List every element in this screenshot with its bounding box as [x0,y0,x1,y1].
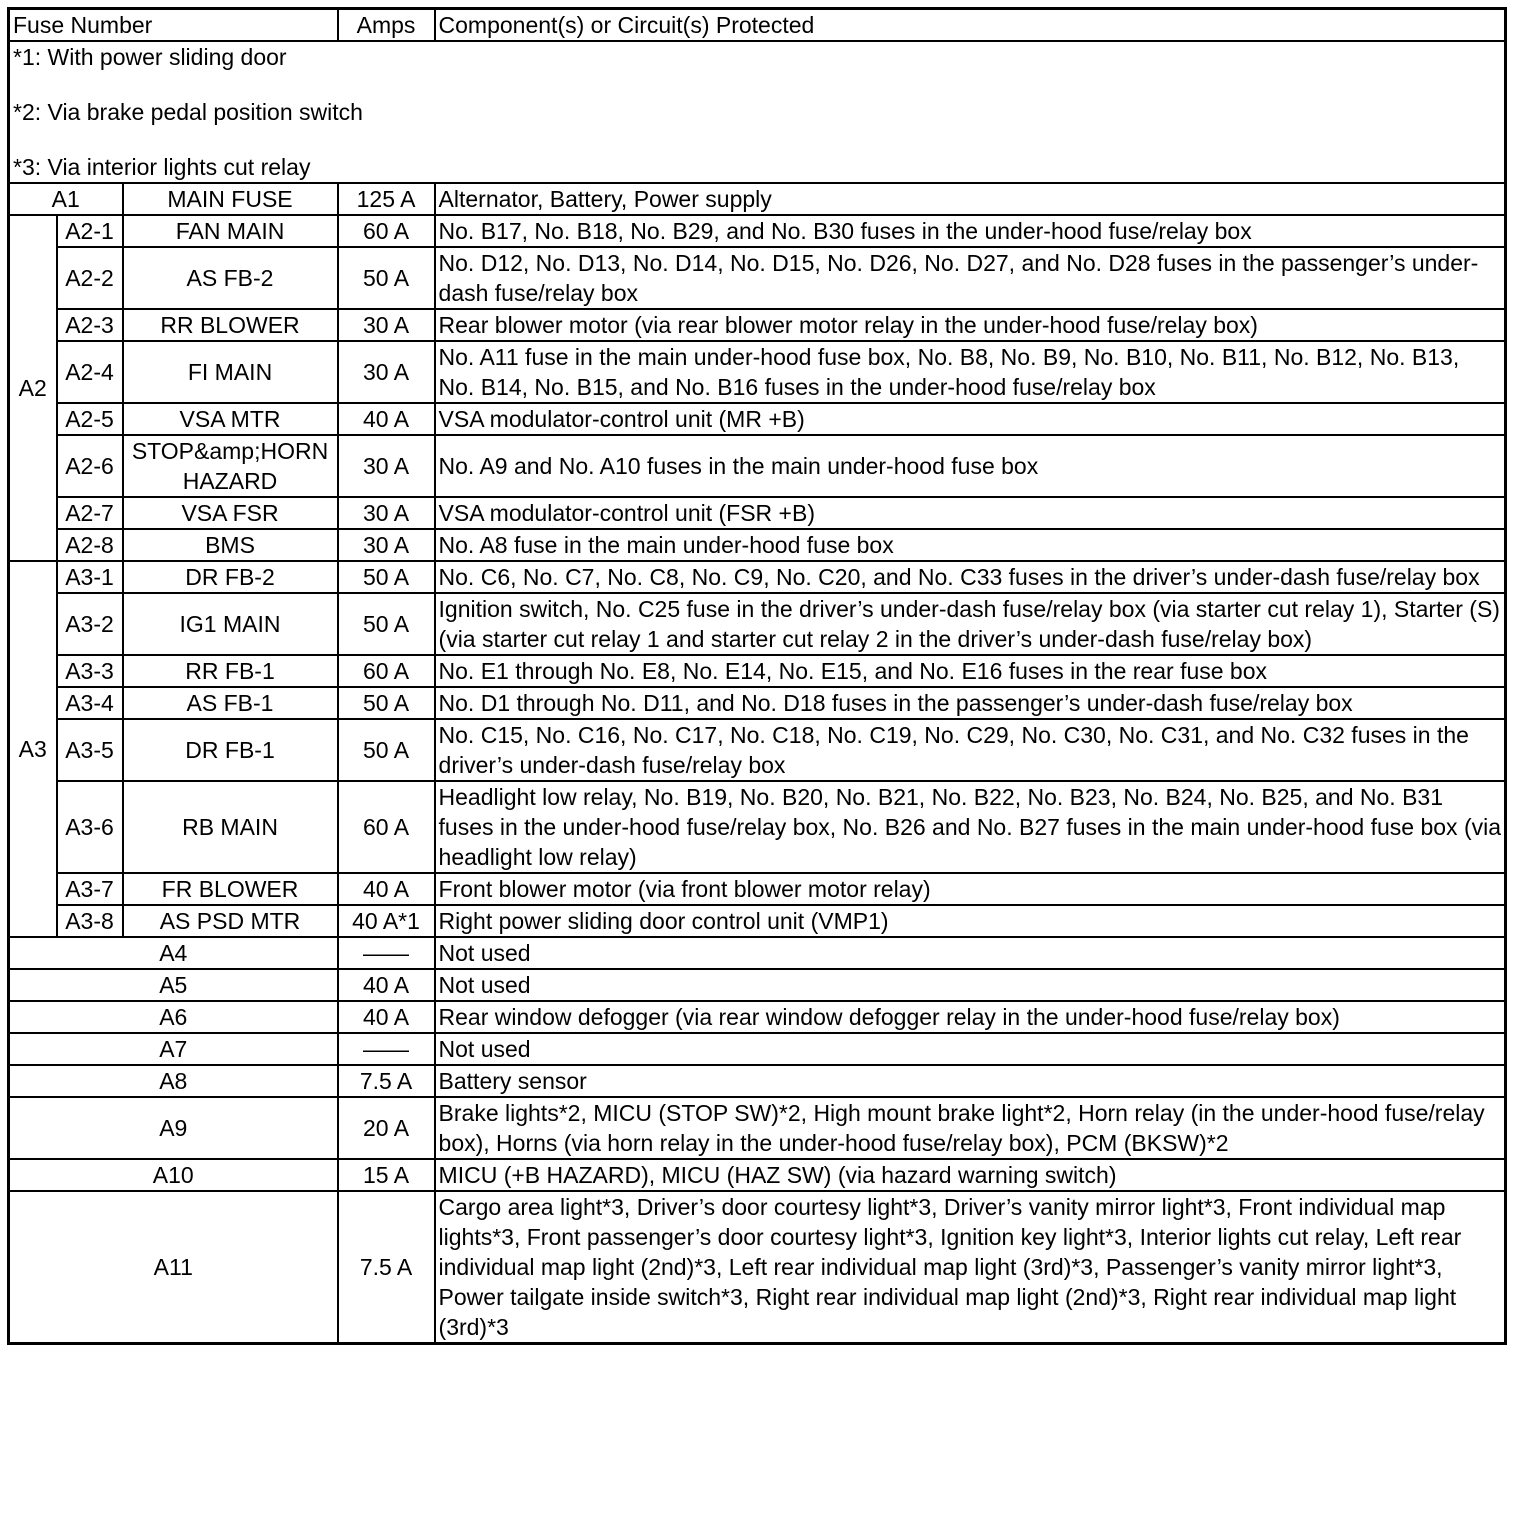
fuse-description: Front blower motor (via front blower motor relay) [435,873,1506,905]
fuse-number: A2-8 [57,529,123,561]
fuse-number: A11 [9,1191,338,1344]
fuse-description: No. D12, No. D13, No. D14, No. D15, No. D26, No. D27, and No. D28 fuses in the passenger’s under-dash fuse/relay box [435,247,1506,309]
table-row [9,309,1506,341]
header-amps: Amps [338,9,435,42]
fuse-description: VSA modulator-control unit (FSR +B) [435,497,1506,529]
notes-row [9,41,1506,183]
table-row [9,1159,1506,1191]
fuse-table-body [9,9,1506,1344]
table-row [9,1065,1506,1097]
fuse-description: No. B17, No. B18, No. B29, and No. B30 fuses in the under-hood fuse/relay box [435,215,1506,247]
fuse-description: Rear window defogger (via rear window defogger relay in the under-hood fuse/relay box) [435,1001,1506,1033]
table-row [9,655,1506,687]
fuse-amps: 30 A [338,341,435,403]
fuse-number: A3-1 [57,561,123,593]
fuse-description: No. A9 and No. A10 fuses in the main under-hood fuse box [435,435,1506,497]
table-row [9,1001,1506,1033]
fuse-description: Battery sensor [435,1065,1506,1097]
fuse-group-label: A2 [9,215,57,561]
fuse-number: A6 [9,1001,338,1033]
fuse-description: Brake lights*2, MICU (STOP SW)*2, High mount brake light*2, Horn relay (in the under-hood fuse/relay box), Horns (via horn relay in the under-hood fuse/relay box), PCM (BKSW)*2 [435,1097,1506,1159]
fuse-number: A4 [9,937,338,969]
fuse-name: AS FB-2 [123,247,338,309]
fuse-number: A1 [9,183,123,215]
fuse-name: VSA MTR [123,403,338,435]
fuse-number: A2-2 [57,247,123,309]
fuse-description: Alternator, Battery, Power supply [435,183,1506,215]
table-row [9,1191,1506,1344]
fuse-amps: 60 A [338,655,435,687]
header-row [9,9,1506,42]
table-row [9,1097,1506,1159]
fuse-number: A2-4 [57,341,123,403]
fuse-number: A8 [9,1065,338,1097]
fuse-number: A9 [9,1097,338,1159]
fuse-number: A2-7 [57,497,123,529]
table-row [9,215,1506,247]
fuse-name: FAN MAIN [123,215,338,247]
fuse-description: No. C6, No. C7, No. C8, No. C9, No. C20, and No. C33 fuses in the driver’s under-dash fuse/relay box [435,561,1506,593]
fuse-amps: 50 A [338,561,435,593]
fuse-amps: 30 A [338,529,435,561]
fuse-name: STOP&amp;HORN HAZARD [123,435,338,497]
fuse-amps: 40 A [338,873,435,905]
fuse-amps: 50 A [338,593,435,655]
fuse-number: A2-3 [57,309,123,341]
fuse-amps: 50 A [338,247,435,309]
fuse-name: FR BLOWER [123,873,338,905]
fuse-name: AS FB-1 [123,687,338,719]
table-row [9,247,1506,309]
fuse-number: A3-7 [57,873,123,905]
table-row [9,873,1506,905]
footnotes [9,41,1506,183]
fuse-description: No. A11 fuse in the main under-hood fuse box, No. B8, No. B9, No. B10, No. B11, No. B12, No. B13, No. B14, No. B15, and No. B16 fuses in the under-hood fuse/relay box [435,341,1506,403]
fuse-number: A5 [9,969,338,1001]
table-row [9,687,1506,719]
fuse-description: VSA modulator-control unit (MR +B) [435,403,1506,435]
fuse-description: No. C15, No. C16, No. C17, No. C18, No. C19, No. C29, No. C30, No. C31, and No. C32 fuses in the driver’s under-dash fuse/relay box [435,719,1506,781]
fuse-amps: 60 A [338,781,435,873]
table-row [9,497,1506,529]
fuse-amps: 7.5 A [338,1191,435,1344]
fuse-description: No. A8 fuse in the main under-hood fuse box [435,529,1506,561]
fuse-number: A3-5 [57,719,123,781]
fuse-number: A3-6 [57,781,123,873]
fuse-name: DR FB-1 [123,719,338,781]
fuse-amps: 30 A [338,435,435,497]
fuse-number: A2-6 [57,435,123,497]
table-row [9,403,1506,435]
fuse-description: Not used [435,937,1506,969]
fuse-amps: 40 A*1 [338,905,435,937]
fuse-amps: 15 A [338,1159,435,1191]
table-row [9,719,1506,781]
fuse-amps: 40 A [338,969,435,1001]
fuse-amps: 50 A [338,687,435,719]
table-row [9,593,1506,655]
footnote: *3: Via interior lights cut relay [13,154,311,180]
fuse-description: No. D1 through No. D11, and No. D18 fuses in the passenger’s under-dash fuse/relay box [435,687,1506,719]
fuse-amps: 30 A [338,309,435,341]
footnote: *1: With power sliding door [13,44,287,70]
fuse-amps: —— [338,1033,435,1065]
fuse-name: BMS [123,529,338,561]
fuse-name: RR BLOWER [123,309,338,341]
header-fuse-number: Fuse Number [9,9,338,42]
fuse-name: IG1 MAIN [123,593,338,655]
fuse-amps: 60 A [338,215,435,247]
fuse-table [7,7,1507,1345]
fuse-number: A2-1 [57,215,123,247]
footnote: *2: Via brake pedal position switch [13,99,363,125]
fuse-amps: 50 A [338,719,435,781]
fuse-name: VSA FSR [123,497,338,529]
header-components: Component(s) or Circuit(s) Protected [435,9,1506,42]
fuse-amps: 40 A [338,1001,435,1033]
fuse-description: Not used [435,1033,1506,1065]
fuse-amps: 40 A [338,403,435,435]
fuse-description: Cargo area light*3, Driver’s door courtesy light*3, Driver’s vanity mirror light*3, Front individual map lights*3, Front passenger’s door courtesy light*3, Ignition key light*3, Interior lights cut relay, Left rear individual map light (2nd)*3, Left rear individual map light (3rd)*3, Passenger’s vanity mirror light*3, Power tailgate inside switch*3, Right rear individual map light (2nd)*3, Right rear individual map light (3rd)*3 [435,1191,1506,1344]
fuse-number: A2-5 [57,403,123,435]
fuse-number: A3-3 [57,655,123,687]
table-row [9,529,1506,561]
fuse-description: Rear blower motor (via rear blower motor relay in the under-hood fuse/relay box) [435,309,1506,341]
table-row [9,937,1506,969]
fuse-name: DR FB-2 [123,561,338,593]
fuse-group-label: A3 [9,561,57,937]
fuse-number: A3-8 [57,905,123,937]
fuse-description: MICU (+B HAZARD), MICU (HAZ SW) (via hazard warning switch) [435,1159,1506,1191]
fuse-amps: 7.5 A [338,1065,435,1097]
fuse-name: RB MAIN [123,781,338,873]
fuse-number: A3-4 [57,687,123,719]
fuse-name: FI MAIN [123,341,338,403]
table-row [9,1033,1506,1065]
table-row [9,905,1506,937]
table-row [9,183,1506,215]
fuse-description: Not used [435,969,1506,1001]
fuse-amps: 30 A [338,497,435,529]
fuse-description: Headlight low relay, No. B19, No. B20, No. B21, No. B22, No. B23, No. B24, No. B25, and No. B31 fuses in the under-hood fuse/relay box, No. B26 and No. B27 fuses in the main under-hood fuse box (via headlight low relay) [435,781,1506,873]
fuse-description: Ignition switch, No. C25 fuse in the driver’s under-dash fuse/relay box (via starter cut relay 1), Starter (S) (via starter cut relay 1 and starter cut relay 2 in the driver’s under-dash fuse/relay box) [435,593,1506,655]
table-row [9,341,1506,403]
fuse-amps: —— [338,937,435,969]
table-row [9,781,1506,873]
fuse-description: Right power sliding door control unit (VMP1) [435,905,1506,937]
fuse-description: No. E1 through No. E8, No. E14, No. E15, and No. E16 fuses in the rear fuse box [435,655,1506,687]
table-row [9,561,1506,593]
fuse-name: RR FB-1 [123,655,338,687]
fuse-name: MAIN FUSE [123,183,338,215]
fuse-number: A10 [9,1159,338,1191]
fuse-amps: 125 A [338,183,435,215]
fuse-name: AS PSD MTR [123,905,338,937]
fuse-number: A3-2 [57,593,123,655]
fuse-number: A7 [9,1033,338,1065]
table-row [9,969,1506,1001]
fuse-amps: 20 A [338,1097,435,1159]
table-row [9,435,1506,497]
